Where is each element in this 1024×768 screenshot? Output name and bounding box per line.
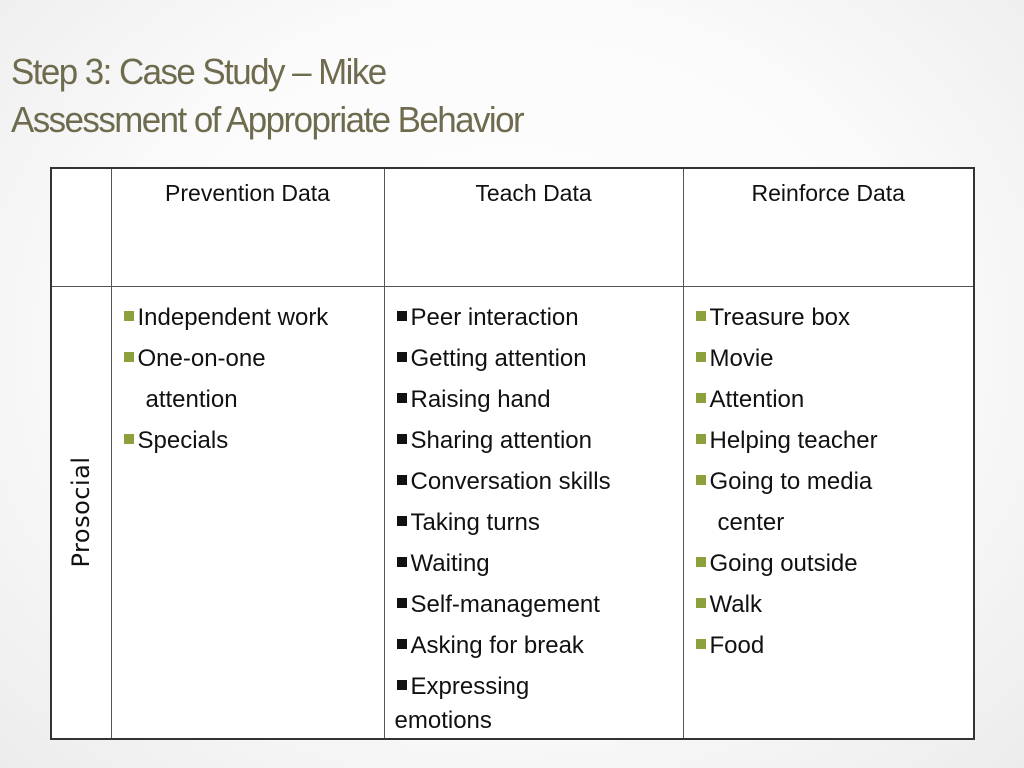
- list-item: [397, 420, 683, 461]
- list-item: [397, 625, 683, 666]
- list-item-text: Peer interaction: [410, 303, 579, 331]
- list-item: [696, 338, 974, 379]
- list-item: [397, 584, 683, 625]
- list-item: [124, 338, 384, 379]
- list-item: [124, 420, 384, 461]
- list-item-text: Conversation skills: [410, 467, 611, 495]
- list-item-text: Specials: [137, 426, 229, 454]
- square-bullet-icon: [397, 311, 407, 321]
- square-bullet-icon: [397, 680, 407, 690]
- reinforce-list: [684, 287, 974, 666]
- square-bullet-icon: [397, 639, 407, 649]
- header-prevention-data: Prevention Data: [111, 168, 384, 286]
- square-bullet-icon: [696, 352, 706, 362]
- list-item-text: Walk: [709, 590, 762, 618]
- list-item: [696, 420, 974, 461]
- list-item: [397, 379, 683, 420]
- square-bullet-icon: [696, 598, 706, 608]
- square-bullet-icon: [397, 352, 407, 362]
- prevention-cell: [111, 286, 384, 739]
- square-bullet-icon: [397, 516, 407, 526]
- square-bullet-icon: [397, 434, 407, 444]
- header-teach-data: Teach Data: [384, 168, 683, 286]
- square-bullet-icon: [696, 639, 706, 649]
- list-item-text: Getting attention: [410, 344, 587, 372]
- square-bullet-icon: [696, 393, 706, 403]
- list-item-text: Expressing: [410, 672, 530, 700]
- prosocial-row: [51, 286, 974, 739]
- list-item-text: Raising hand: [410, 385, 551, 413]
- square-bullet-icon: [124, 311, 134, 321]
- list-item: [397, 461, 683, 502]
- list-item-text: Waiting: [410, 549, 490, 577]
- square-bullet-icon: [696, 557, 706, 567]
- square-bullet-icon: [124, 352, 134, 362]
- list-item-continuation: [124, 379, 384, 420]
- square-bullet-icon: [124, 434, 134, 444]
- list-item: [696, 543, 974, 584]
- list-item: [394, 666, 683, 738]
- list-item-text: Asking for break: [410, 631, 584, 659]
- list-item: [397, 543, 683, 584]
- header-row: [51, 168, 974, 286]
- teach-list: [385, 287, 683, 738]
- list-item: [397, 502, 683, 543]
- list-item-text: Independent work: [137, 303, 329, 331]
- list-item-text: Treasure box: [709, 303, 851, 331]
- list-item: [696, 625, 974, 666]
- header-reinforce-data: Reinforce Data: [683, 168, 974, 286]
- list-item: [397, 297, 683, 338]
- list-item: [696, 584, 974, 625]
- list-item-text: One-on-one: [137, 344, 266, 372]
- list-item-text: Going to media: [709, 467, 873, 495]
- list-item-text: Self-management: [410, 590, 600, 618]
- list-item-text-wrap: emotions: [394, 706, 492, 734]
- prevention-list: [112, 287, 384, 461]
- row-label-prosocial: Prosocial: [67, 456, 96, 568]
- slide-title-line-2: Assessment of Appropriate Behavior: [11, 99, 524, 140]
- list-item-text: Movie: [709, 344, 774, 372]
- square-bullet-icon: [397, 557, 407, 567]
- list-item-continuation: [696, 502, 974, 543]
- list-item-text: attention: [145, 385, 238, 413]
- list-item: [696, 379, 974, 420]
- list-item: [696, 297, 974, 338]
- square-bullet-icon: [696, 475, 706, 485]
- square-bullet-icon: [397, 598, 407, 608]
- list-item-text: Going outside: [709, 549, 858, 577]
- list-item: [397, 338, 683, 379]
- list-item: [124, 297, 384, 338]
- assessment-table: [50, 167, 975, 740]
- square-bullet-icon: [397, 393, 407, 403]
- teach-cell: [384, 286, 683, 739]
- list-item-text: Helping teacher: [709, 426, 878, 454]
- list-item: [696, 461, 974, 502]
- list-item-text: Attention: [709, 385, 805, 413]
- list-item-text: Taking turns: [410, 508, 540, 536]
- list-item-text: Sharing attention: [410, 426, 592, 454]
- list-item-text: center: [717, 508, 785, 536]
- list-item-text: Food: [709, 631, 765, 659]
- slide-title: [11, 48, 523, 144]
- slide-title-line-1: Step 3: Case Study – Mike: [11, 51, 386, 92]
- square-bullet-icon: [696, 311, 706, 321]
- reinforce-cell: [683, 286, 974, 739]
- square-bullet-icon: [696, 434, 706, 444]
- square-bullet-icon: [397, 475, 407, 485]
- row-label-cell: [51, 286, 111, 739]
- corner-cell: [51, 168, 111, 286]
